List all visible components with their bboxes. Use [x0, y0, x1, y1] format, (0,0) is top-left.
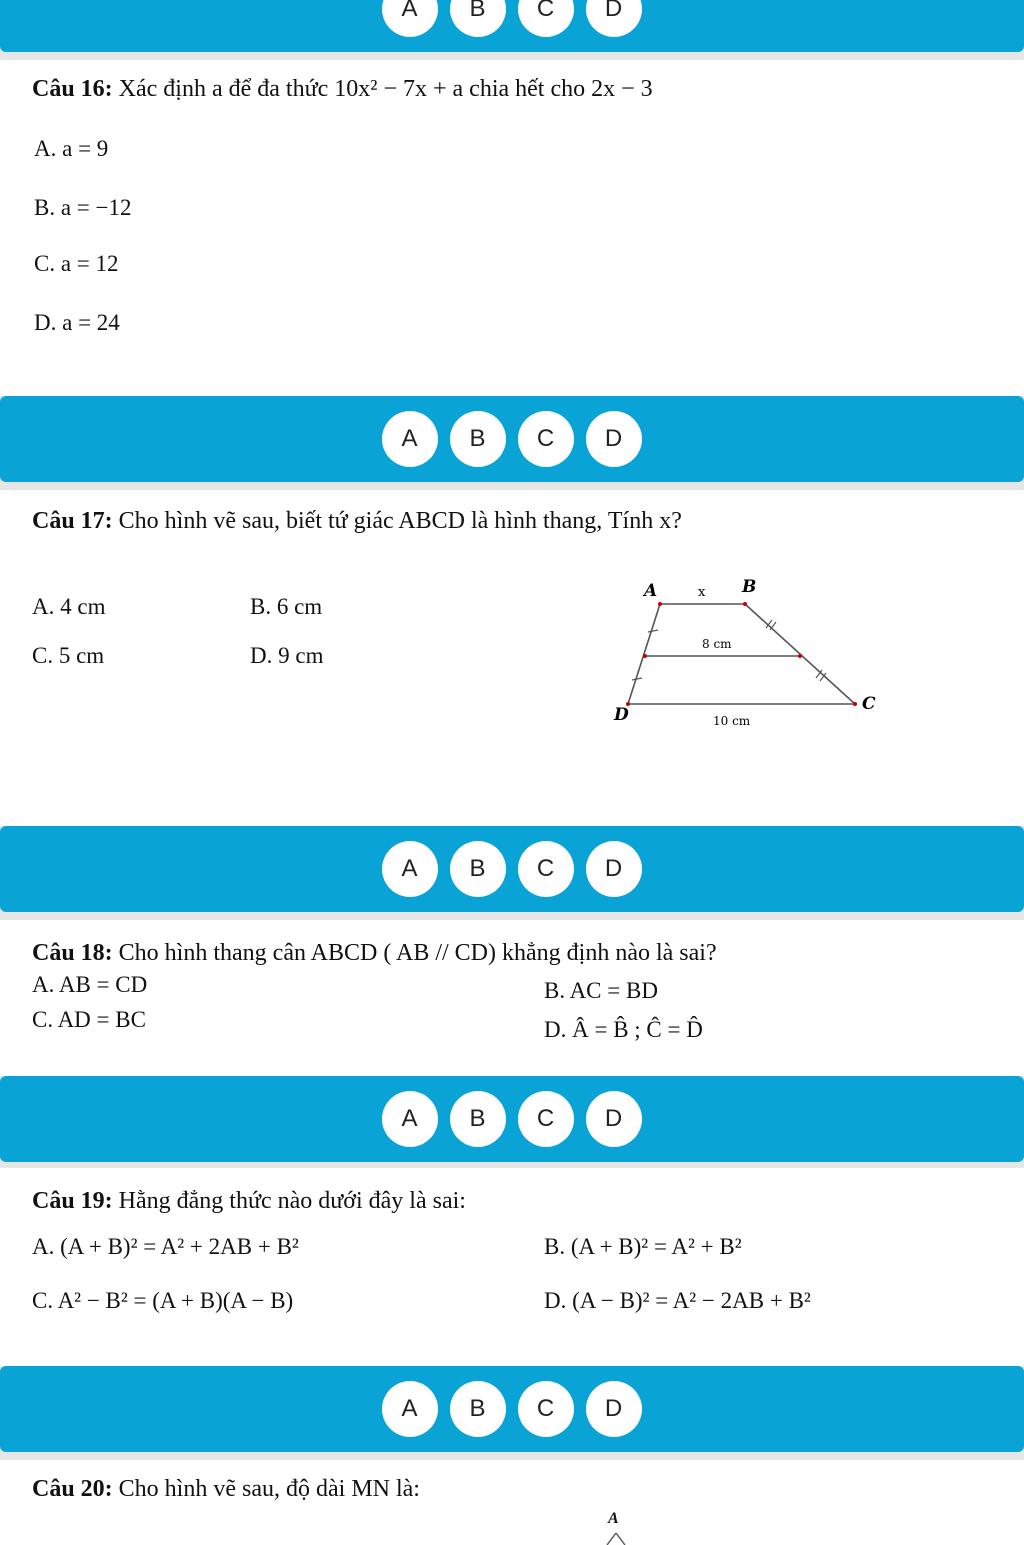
triangle-figure-top	[601, 1531, 631, 1545]
answer-button-d[interactable]: D	[586, 1381, 642, 1437]
question-20-text	[32, 1476, 420, 1503]
answer-button-d[interactable]: D	[586, 841, 642, 897]
answer-button-a[interactable]: A	[382, 1091, 438, 1147]
question-label: Câu 17:	[32, 508, 113, 534]
answer-button-a[interactable]: A	[382, 411, 438, 467]
figure-label-bottom: 10 cm	[713, 714, 751, 728]
figure-label-c: C	[862, 694, 876, 714]
answer-button-a[interactable]: A	[382, 841, 438, 897]
question-label: Câu 18:	[32, 940, 113, 966]
question-card-19	[0, 1168, 1024, 1366]
figure-label-a: A	[608, 1510, 619, 1527]
question-label: Câu 19:	[32, 1188, 113, 1214]
answer-bar-19	[0, 1366, 1024, 1452]
question-card-17	[0, 490, 1024, 826]
answer-bar-17	[0, 826, 1024, 912]
question-card-16	[0, 60, 1024, 396]
question-label: Câu 20:	[32, 1476, 113, 1502]
option-b[interactable]: B. 6 cm	[250, 594, 323, 619]
option-c[interactable]: C. A² − B² = (A + B)(A − B)	[32, 1288, 294, 1313]
answer-button-c[interactable]: C	[518, 0, 574, 37]
answer-button-c[interactable]: C	[518, 1381, 574, 1437]
trapezoid-figure	[600, 570, 880, 740]
question-body: Xác định a để đa thức 10x² − 7x + a chia hết cho 2x − 3	[118, 76, 653, 102]
option-c[interactable]: C. AD = BC	[32, 1007, 146, 1032]
figure-label-a: A	[644, 581, 658, 601]
answer-button-c[interactable]: C	[518, 411, 574, 467]
option-d[interactable]: D. (A − B)² = A² − 2AB + B²	[544, 1288, 811, 1313]
figure-label-x: x	[698, 585, 706, 600]
option-a[interactable]: A. (A + B)² = A² + 2AB + B²	[32, 1234, 299, 1259]
answer-button-b[interactable]: B	[450, 1381, 506, 1437]
question-18-text	[32, 940, 717, 967]
question-body: Cho hình thang cân ABCD ( AB // CD) khẳng định nào là sai?	[118, 940, 717, 966]
answer-button-a[interactable]: A	[382, 1381, 438, 1437]
figure-label-d: D	[614, 705, 629, 725]
answer-button-d[interactable]: D	[586, 0, 642, 37]
question-17-text	[32, 508, 682, 535]
question-body: Cho hình vẽ sau, độ dài MN là:	[118, 1476, 420, 1502]
answer-button-b[interactable]: B	[450, 1091, 506, 1147]
answer-button-b[interactable]: B	[450, 0, 506, 37]
option-d[interactable]: D. a = 24	[34, 310, 120, 335]
question-card-20	[0, 1460, 1024, 1545]
question-16-text	[32, 76, 653, 103]
answer-button-b[interactable]: B	[450, 841, 506, 897]
answer-button-a[interactable]: A	[382, 0, 438, 37]
answer-button-b[interactable]: B	[450, 411, 506, 467]
answer-button-c[interactable]: C	[518, 1091, 574, 1147]
answer-button-c[interactable]: C	[518, 841, 574, 897]
answer-bar-18	[0, 1076, 1024, 1162]
option-c[interactable]: C. 5 cm	[32, 643, 105, 668]
question-body: Hằng đẳng thức nào dưới đây là sai:	[118, 1188, 466, 1214]
question-label: Câu 16:	[32, 76, 113, 102]
option-b[interactable]: B. (A + B)² = A² + B²	[544, 1234, 742, 1259]
option-b[interactable]: B. AC = BD	[544, 978, 658, 1003]
answer-bar-16	[0, 396, 1024, 482]
answer-bar-top	[0, 0, 1024, 52]
question-body: Cho hình vẽ sau, biết tứ giác ABCD là hình thang, Tính x?	[118, 508, 682, 534]
option-a[interactable]: A. a = 9	[34, 136, 109, 161]
option-a[interactable]: A. 4 cm	[32, 594, 106, 619]
answer-button-d[interactable]: D	[586, 1091, 642, 1147]
question-19-text	[32, 1188, 466, 1215]
answer-button-d[interactable]: D	[586, 411, 642, 467]
option-a[interactable]: A. AB = CD	[32, 972, 148, 997]
option-d[interactable]: D. 9 cm	[250, 643, 324, 668]
option-d[interactable]: D. Â = B̂ ; Ĉ = D̂	[544, 1017, 703, 1042]
question-card-18	[0, 920, 1024, 1076]
figure-label-b: B	[742, 577, 757, 597]
option-b[interactable]: B. a = −12	[34, 195, 132, 220]
figure-label-mid: 8 cm	[702, 637, 732, 651]
option-c[interactable]: C. a = 12	[34, 251, 119, 276]
